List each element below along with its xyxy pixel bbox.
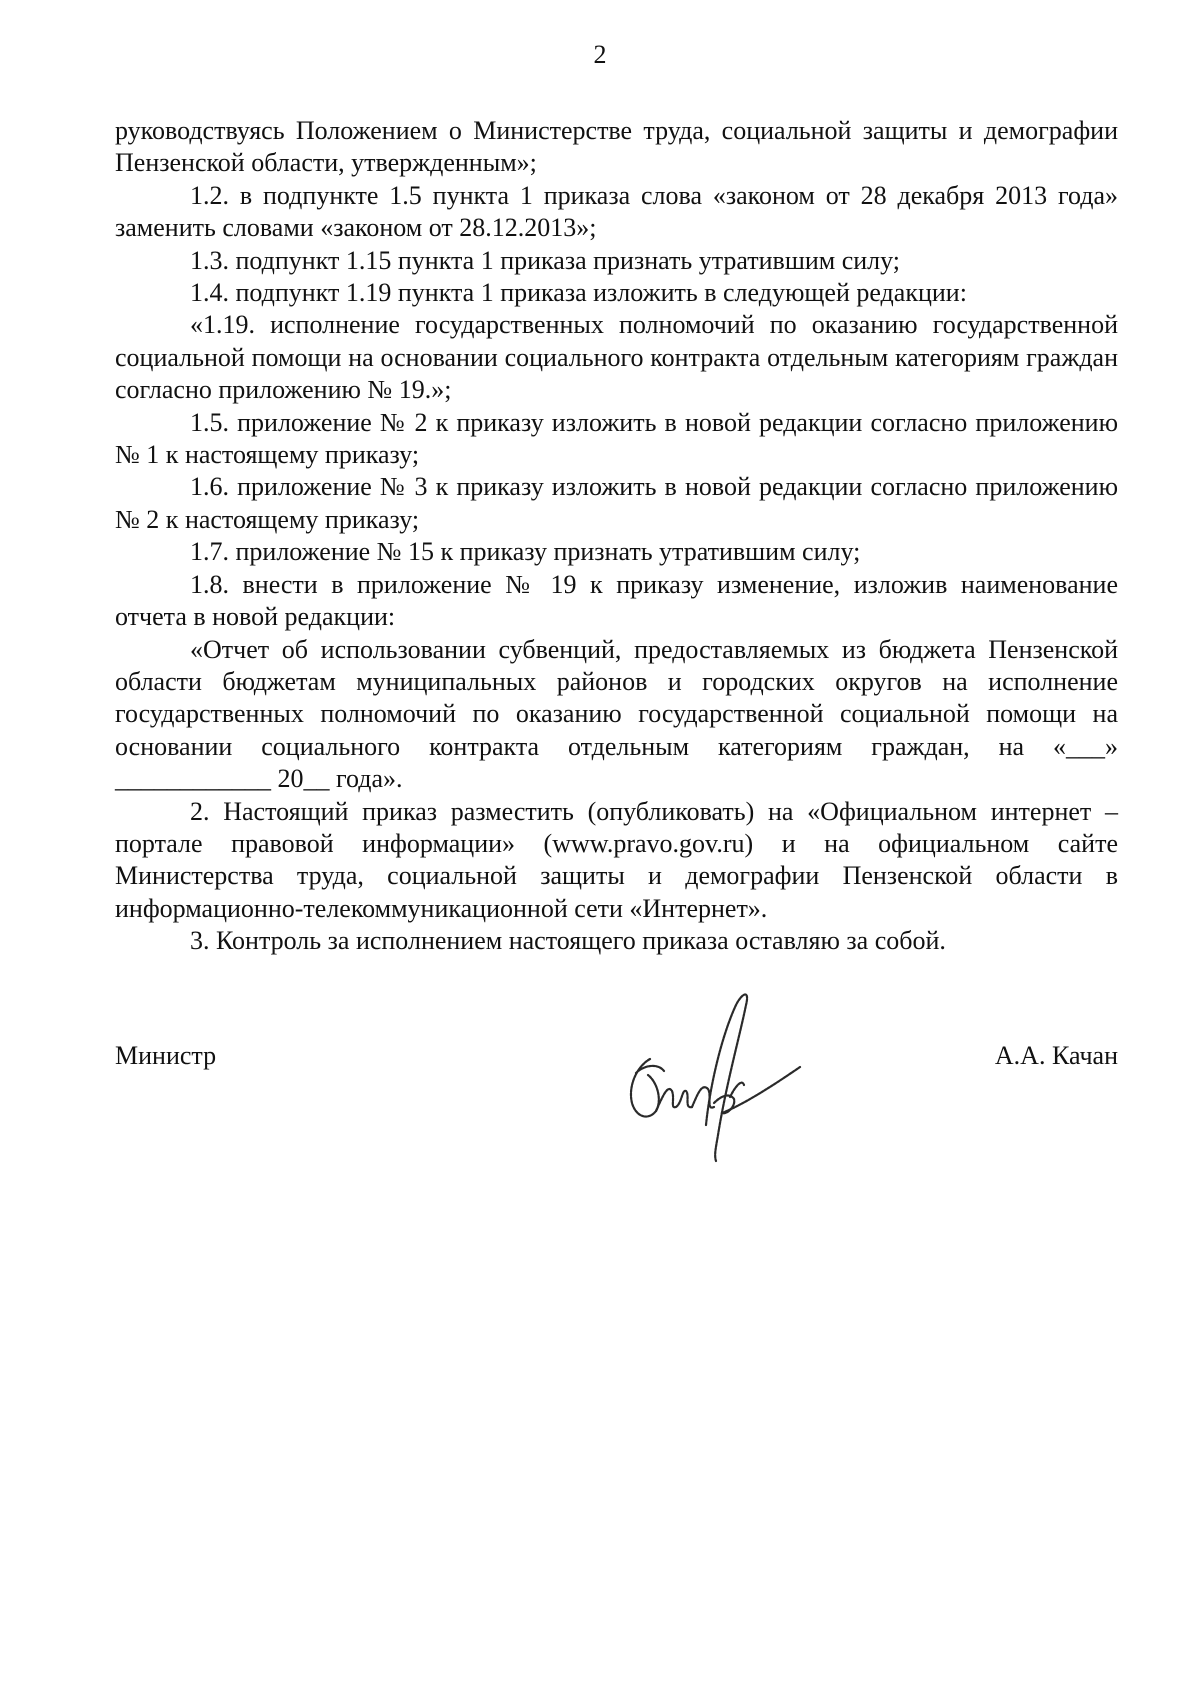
paragraph-1-8: 1.8. внести в приложение № 19 к приказу изменение, изложив наименование отчета в новой редакции: <box>115 569 1118 632</box>
signature-block <box>115 1040 1118 1080</box>
paragraph-3: 3. Контроль за исполнением настоящего приказа оставляю за собой. <box>190 926 946 956</box>
paragraph-1-6: 1.6. приложение № 3 к приказу изложить в новой редакции согласно приложению № 2 к настоящему приказу; <box>115 472 1118 534</box>
signatory-name: А.А. Качан <box>994 1041 1118 1070</box>
handwritten-signature <box>618 975 810 1170</box>
paragraph-1-3: 1.3. подпункт 1.15 пункта 1 приказа признать утратившим силу; <box>190 245 901 275</box>
paragraph-2: 2. Настоящий приказ разместить (опубликовать) на «Официальном интернет – портале правовой информации» (www.pravo.gov.ru) и на официальном сайте Министерства труда, социальной защиты и демографии Пензенской области в информационно-телекоммуникационной сети «Интернет». <box>115 796 1118 923</box>
page-number: 2 <box>593 40 607 69</box>
paragraph-1-5: 1.5. приложение № 2 к приказу изложить в новой редакции согласно приложению № 1 к настоящему приказу; <box>115 407 1118 470</box>
document-body <box>115 115 1118 958</box>
signatory-title: Министр <box>115 1041 217 1070</box>
paragraph-1-2: 1.2. в подпункте 1.5 пункта 1 приказа слова «законом от 28 декабря 2013 года» заменить словами «законом от 28.12.2013»; <box>115 180 1118 243</box>
paragraph-report-title-quote: «Отчет об использовании субвенций, предоставляемых из бюджета Пензенской области бюджетам муниципальных районов и городских округов на исполнение государственных полномочий по оказанию государственной социальной помощи на основании социального контракта отдельным категориям граждан, на «___» ____________ 20__ года». <box>115 634 1118 794</box>
paragraph-1-19-quote: «1.19. исполнение государственных полномочий по оказанию государственной социальной помощи на основании социального контракта отдельным категориям граждан согласно приложению № 19.»; <box>115 310 1118 405</box>
paragraph-1-7: 1.7. приложение № 15 к приказу признать утратившим силу; <box>190 537 861 567</box>
paragraph-intro: руководствуясь Положением о Министерстве труда, социальной защиты и демографии Пензенской области, утвержденным»; <box>115 116 1118 178</box>
paragraph-1-4: 1.4. подпункт 1.19 пункта 1 приказа изложить в следующей редакции: <box>190 278 967 308</box>
